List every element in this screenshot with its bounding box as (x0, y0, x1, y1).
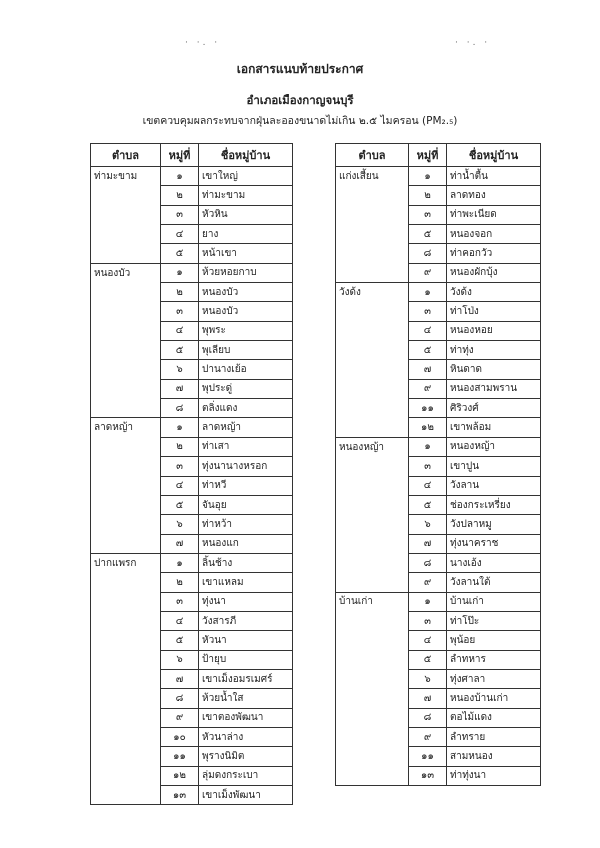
subdistrict-cell (336, 399, 409, 418)
village-cell: ป้ายุบ (199, 650, 293, 669)
moo-cell: ๓ (409, 205, 447, 224)
subdistrict-cell (336, 708, 409, 727)
subdistrict-cell (336, 263, 409, 282)
village-cell: หินดาด (447, 360, 541, 379)
table-row (91, 650, 293, 669)
village-cell: ยาง (199, 225, 293, 244)
moo-cell: ๗ (409, 689, 447, 708)
table-row (336, 592, 541, 611)
village-table-right (335, 143, 541, 786)
village-cell: ท่ามะขาม (199, 186, 293, 205)
table-row (336, 457, 541, 476)
table-row (336, 476, 541, 495)
village-cell: นางเอ้ง (447, 553, 541, 572)
village-cell: เขาตองพัฒนา (199, 708, 293, 727)
subdistrict-cell: ท่ามะขาม (91, 167, 161, 186)
header-subdistrict: ตำบล (336, 144, 409, 167)
subdistrict-cell (91, 592, 161, 611)
table-row (91, 689, 293, 708)
subdistrict-cell (336, 727, 409, 746)
moo-cell: ๗ (161, 379, 199, 398)
subtitle: เขตควบคุมผลกระทบจากฝุ่นละอองขนาดไม่เกิน ๒.๕ ไมครอน (PM₂.₅) (142, 115, 458, 127)
moo-cell: ๔ (161, 225, 199, 244)
table-row (91, 321, 293, 340)
subdistrict-cell (336, 495, 409, 514)
moo-cell: ๕ (409, 495, 447, 514)
moo-cell: ๙ (161, 708, 199, 727)
subdistrict-cell: หนองบัว (91, 263, 161, 282)
moo-cell: ๑ (161, 418, 199, 437)
table-row (336, 225, 541, 244)
table-row (91, 786, 293, 805)
moo-cell: ๖ (161, 650, 199, 669)
subdistrict-cell (91, 186, 161, 205)
table-row (91, 360, 293, 379)
moo-cell: ๕ (161, 244, 199, 263)
moo-cell: ๒ (161, 573, 199, 592)
village-cell: ท่าหวี (199, 476, 293, 495)
moo-cell: ๑๒ (409, 418, 447, 437)
table-row (336, 437, 541, 456)
table-row (336, 747, 541, 766)
moo-cell: ๔ (161, 611, 199, 630)
table-row (336, 341, 541, 360)
subdistrict-cell (336, 225, 409, 244)
subdistrict-cell (91, 321, 161, 340)
village-cell: วังลานใต้ (447, 573, 541, 592)
subdistrict-cell (336, 669, 409, 688)
subdistrict-cell (336, 418, 409, 437)
table-row (336, 379, 541, 398)
subdistrict-cell (336, 360, 409, 379)
table-row (91, 515, 293, 534)
village-cell: ลาดทอง (447, 186, 541, 205)
subdistrict-cell (336, 205, 409, 224)
subdistrict-cell (91, 669, 161, 688)
moo-cell: ๕ (409, 341, 447, 360)
moo-cell: ๔ (409, 476, 447, 495)
moo-cell: ๘ (409, 708, 447, 727)
moo-cell: ๔ (161, 476, 199, 495)
subdistrict-cell: วังด้ง (336, 283, 409, 302)
subdistrict-cell (336, 747, 409, 766)
moo-cell: ๑๑ (161, 747, 199, 766)
subdistrict-cell (91, 573, 161, 592)
subdistrict-cell (91, 708, 161, 727)
subdistrict-cell (91, 611, 161, 630)
document-title: เอกสารแนบท้ายประกาศ (236, 62, 364, 76)
village-cell: ปานางเย้อ (199, 360, 293, 379)
table-row (336, 669, 541, 688)
table-row (336, 650, 541, 669)
table-row (91, 379, 293, 398)
subdistrict-cell (91, 515, 161, 534)
village-cell: เขาเม็งอมรเมศร์ (199, 669, 293, 688)
village-cell: หนองสามพราน (447, 379, 541, 398)
table-row (91, 205, 293, 224)
village-cell: บ้านเก่า (447, 592, 541, 611)
village-cell: ตลิ่งแดง (199, 399, 293, 418)
subdistrict-cell (91, 437, 161, 456)
village-cell: ห้วยหอยกาบ (199, 263, 293, 282)
moo-cell: ๑๒ (161, 766, 199, 785)
table-row (336, 263, 541, 282)
subdistrict-cell (336, 457, 409, 476)
table-row (336, 708, 541, 727)
village-cell: ลิ้นช้าง (199, 553, 293, 572)
village-cell: พุเลียบ (199, 341, 293, 360)
table-row (91, 225, 293, 244)
village-cell: หัวนาล่าง (199, 727, 293, 746)
table-row (91, 573, 293, 592)
table-header-row (336, 144, 541, 167)
table-row (336, 534, 541, 553)
subdistrict-cell (91, 689, 161, 708)
village-cell: วังด้ง (447, 283, 541, 302)
village-cell: ลำทราย (447, 727, 541, 746)
subdistrict-cell (336, 244, 409, 263)
table-row (336, 553, 541, 572)
subdistrict-cell (336, 341, 409, 360)
subdistrict-cell (91, 302, 161, 321)
moo-cell: ๓ (161, 457, 199, 476)
moo-cell: ๑๐ (161, 727, 199, 746)
moo-cell: ๘ (161, 399, 199, 418)
moo-cell: ๓ (161, 592, 199, 611)
village-cell: หัวนา (199, 631, 293, 650)
village-cell: ทุ่งนานางหรอก (199, 457, 293, 476)
subdistrict-cell (91, 360, 161, 379)
moo-cell: ๔ (409, 631, 447, 650)
moo-cell: ๒ (409, 186, 447, 205)
moo-cell: ๙ (409, 263, 447, 282)
subdistrict-cell (91, 205, 161, 224)
table-row (336, 205, 541, 224)
table-row (91, 418, 293, 437)
table-row (336, 689, 541, 708)
table-row (91, 727, 293, 746)
village-table-left (90, 143, 293, 805)
moo-cell: ๕ (409, 650, 447, 669)
subdistrict-cell: ปากแพรก (91, 553, 161, 572)
moo-cell: ๑ (161, 263, 199, 282)
subdistrict-cell: แก่งเสี้ยน (336, 167, 409, 186)
table-row (91, 399, 293, 418)
table-row (91, 437, 293, 456)
header-village: ชื่อหมู่บ้าน (199, 144, 293, 167)
subdistrict-cell: หนองหญ้า (336, 437, 409, 456)
table-row (336, 515, 541, 534)
subdistrict-cell (91, 244, 161, 263)
moo-cell: ๔ (161, 321, 199, 340)
table-row (91, 302, 293, 321)
village-cell: ช่องกระเหรี่ยง (447, 495, 541, 514)
table-row (91, 341, 293, 360)
table-row (336, 321, 541, 340)
subdistrict-cell (336, 534, 409, 553)
table-row (91, 631, 293, 650)
village-cell: หนองบัว (199, 283, 293, 302)
village-cell: ท่าคอกวัว (447, 244, 541, 263)
moo-cell: ๕ (409, 225, 447, 244)
moo-cell: ๒ (161, 437, 199, 456)
table-row (336, 495, 541, 514)
village-cell: สามหนอง (447, 747, 541, 766)
header-subdistrict: ตำบล (91, 144, 161, 167)
village-cell: หนองผักบุ้ง (447, 263, 541, 282)
scan-specks-left: · ·. · (185, 38, 221, 48)
village-cell: ทุ่งนาคราช (447, 534, 541, 553)
village-cell: ลำทหาร (447, 650, 541, 669)
scan-specks-right: · ·. · (455, 38, 491, 48)
table-row (336, 244, 541, 263)
table-row (336, 631, 541, 650)
table-row (336, 573, 541, 592)
village-cell: จันอุย (199, 495, 293, 514)
table-row (91, 534, 293, 553)
subdistrict-cell (336, 321, 409, 340)
moo-cell: ๑ (409, 167, 447, 186)
subdistrict-cell (91, 457, 161, 476)
moo-cell: ๑ (409, 592, 447, 611)
table-row (91, 708, 293, 727)
moo-cell: ๘ (409, 553, 447, 572)
header-moo: หมู่ที่ (161, 144, 199, 167)
table-row (91, 611, 293, 630)
village-cell: วังปลาหมู (447, 515, 541, 534)
moo-cell: ๕ (161, 495, 199, 514)
village-cell: ห้วยน้ำใส (199, 689, 293, 708)
moo-cell: ๙ (409, 573, 447, 592)
moo-cell: ๖ (409, 669, 447, 688)
moo-cell: ๑ (161, 167, 199, 186)
village-cell: ทุ่งศาลา (447, 669, 541, 688)
village-cell: ท่าเสา (199, 437, 293, 456)
moo-cell: ๗ (161, 534, 199, 553)
village-cell: เขาเม็งพัฒนา (199, 786, 293, 805)
table-row (91, 495, 293, 514)
moo-cell: ๑ (409, 283, 447, 302)
header-village: ชื่อหมู่บ้าน (447, 144, 541, 167)
subdistrict-cell (91, 283, 161, 302)
village-cell: เขาแหลม (199, 573, 293, 592)
header-moo: หมู่ที่ (409, 144, 447, 167)
moo-cell: ๕ (161, 631, 199, 650)
moo-cell: ๓ (161, 302, 199, 321)
village-cell: พุน้อย (447, 631, 541, 650)
table-row (336, 283, 541, 302)
moo-cell: ๕ (161, 341, 199, 360)
village-cell: ท่าทุ่ง (447, 341, 541, 360)
village-cell: ลาดหญ้า (199, 418, 293, 437)
moo-cell: ๑ (409, 437, 447, 456)
table-row (336, 399, 541, 418)
village-cell: ตอไม้แดง (447, 708, 541, 727)
subdistrict-cell (91, 399, 161, 418)
table-row (91, 747, 293, 766)
subdistrict-cell (91, 225, 161, 244)
moo-cell: ๑๑ (409, 747, 447, 766)
moo-cell: ๒ (161, 283, 199, 302)
table-row (336, 360, 541, 379)
table-row (91, 263, 293, 282)
table-row (336, 766, 541, 785)
table-row (91, 244, 293, 263)
subdistrict-cell (336, 573, 409, 592)
moo-cell: ๓ (161, 205, 199, 224)
village-cell: พุรางนิมิต (199, 747, 293, 766)
subdistrict-cell (336, 515, 409, 534)
district-heading: อำเภอเมืองกาญจนบุรี (246, 93, 354, 107)
table-row (91, 186, 293, 205)
village-cell: วังลาน (447, 476, 541, 495)
moo-cell: ๑๑ (409, 399, 447, 418)
subdistrict-cell (91, 766, 161, 785)
subdistrict-cell (336, 476, 409, 495)
subdistrict-cell (91, 495, 161, 514)
moo-cell: ๗ (409, 534, 447, 553)
moo-cell: ๑๓ (409, 766, 447, 785)
moo-cell: ๔ (409, 321, 447, 340)
village-cell: หนองบัว (199, 302, 293, 321)
moo-cell: ๗ (409, 360, 447, 379)
subdistrict-cell (91, 341, 161, 360)
table-row (336, 167, 541, 186)
table-row (91, 553, 293, 572)
village-cell: เขาพล้อม (447, 418, 541, 437)
moo-cell: ๖ (161, 515, 199, 534)
moo-cell: ๘ (409, 244, 447, 263)
table-row (336, 611, 541, 630)
subdistrict-cell (91, 476, 161, 495)
table-row (336, 186, 541, 205)
subdistrict-cell (91, 786, 161, 805)
subdistrict-cell (91, 747, 161, 766)
village-cell: เขาปูน (447, 457, 541, 476)
village-cell: ท่าโป่ง (447, 302, 541, 321)
table-row (91, 476, 293, 495)
moo-cell: ๓ (409, 611, 447, 630)
moo-cell: ๓ (409, 457, 447, 476)
subdistrict-cell (336, 631, 409, 650)
subdistrict-cell (91, 631, 161, 650)
table-row (91, 592, 293, 611)
subdistrict-cell (91, 650, 161, 669)
table-row (91, 283, 293, 302)
moo-cell: ๗ (161, 669, 199, 688)
moo-cell: ๓ (409, 302, 447, 321)
table-header-row (91, 144, 293, 167)
subdistrict-cell (91, 534, 161, 553)
village-cell: หน้าเขา (199, 244, 293, 263)
village-cell: หนองหญ้า (447, 437, 541, 456)
village-cell: พุประดู่ (199, 379, 293, 398)
village-cell: เขาใหญ่ (199, 167, 293, 186)
table-row (336, 302, 541, 321)
subdistrict-cell (336, 650, 409, 669)
table-row (336, 418, 541, 437)
village-cell: พุพระ (199, 321, 293, 340)
village-cell: ท่าน้ำตื้น (447, 167, 541, 186)
village-cell: ท่าหว้า (199, 515, 293, 534)
subdistrict-cell (91, 727, 161, 746)
subdistrict-cell: บ้านเก่า (336, 592, 409, 611)
village-cell: หนองจอก (447, 225, 541, 244)
moo-cell: ๙ (409, 379, 447, 398)
subdistrict-cell (336, 689, 409, 708)
moo-cell: ๖ (161, 360, 199, 379)
moo-cell: ๖ (409, 515, 447, 534)
subdistrict-cell (91, 379, 161, 398)
subdistrict-cell (336, 379, 409, 398)
table-row (91, 669, 293, 688)
table-row (336, 727, 541, 746)
subdistrict-cell (336, 553, 409, 572)
moo-cell: ๒ (161, 186, 199, 205)
village-cell: หนองบ้านเก่า (447, 689, 541, 708)
subdistrict-cell (336, 186, 409, 205)
village-cell: ท่าโป๊ะ (447, 611, 541, 630)
subdistrict-cell (336, 766, 409, 785)
village-cell: ทุ่งนา (199, 592, 293, 611)
subdistrict-cell (336, 611, 409, 630)
village-cell: หนองหอย (447, 321, 541, 340)
subdistrict-cell (336, 302, 409, 321)
table-row (91, 167, 293, 186)
moo-cell: ๘ (161, 689, 199, 708)
village-cell: ศิริวงศ์ (447, 399, 541, 418)
village-cell: วังสารภี (199, 611, 293, 630)
moo-cell: ๑ (161, 553, 199, 572)
table-row (91, 457, 293, 476)
table-row (91, 766, 293, 785)
village-cell: หนองแก (199, 534, 293, 553)
village-cell: ท่าพะเนียด (447, 205, 541, 224)
moo-cell: ๑๓ (161, 786, 199, 805)
moo-cell: ๙ (409, 727, 447, 746)
village-cell: หัวหิน (199, 205, 293, 224)
village-cell: ลุ่มดงกระเบา (199, 766, 293, 785)
subdistrict-cell: ลาดหญ้า (91, 418, 161, 437)
village-cell: ท่าทุ่งนา (447, 766, 541, 785)
